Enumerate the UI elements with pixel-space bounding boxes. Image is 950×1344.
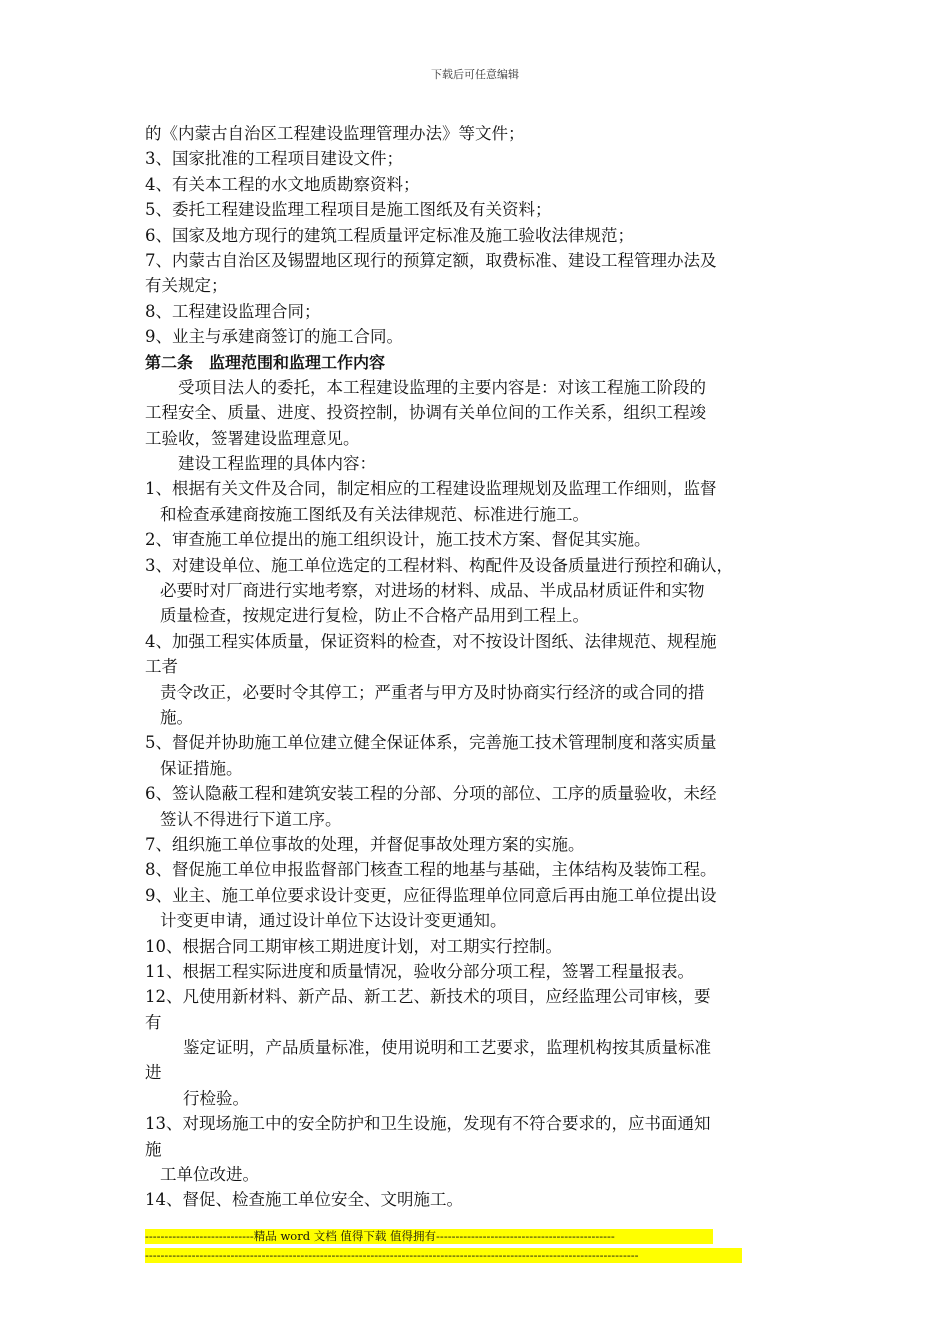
document-body — [145, 121, 825, 1213]
document-line: 保证措施。 — [160, 758, 243, 778]
document-line: 10、根据合同工期审核工期进度计划，对工期实行控制。 — [145, 936, 562, 956]
document-line: 签认不得进行下道工序。 — [160, 809, 342, 829]
document-line: 5、督促并协助施工单位建立健全保证体系，完善施工技术管理制度和落实质量 — [145, 733, 717, 753]
document-line: 9、业主、施工单位要求设计变更，应征得监理单位同意后再由施工单位提出设 — [145, 885, 717, 905]
document-line: 有关规定； — [145, 276, 228, 296]
document-line: 4、有关本工程的水文地质勘察资料； — [145, 174, 420, 194]
document-line: 责令改正，必要时令其停工；严重者与甲方及时协商实行经济的或合同的措 — [160, 682, 705, 702]
document-line: 工验收，签署建设监理意见。 — [145, 428, 360, 448]
document-line: 和检查承建商按施工图纸及有关法律规范、标准进行施工。 — [160, 504, 589, 524]
document-line: 有 — [145, 1012, 162, 1032]
document-line: 工者 — [145, 657, 178, 677]
document-line: 鉴定证明，产品质量标准，使用说明和工艺要求，监理机构按其质量标准 — [183, 1038, 711, 1058]
document-line: 7、内蒙古自治区及锡盟地区现行的预算定额，取费标准、建设工程管理办法及 — [145, 250, 717, 270]
document-line: 受项目法人的委托，本工程建设监理的主要内容是：对该工程施工阶段的 — [145, 377, 706, 397]
document-line: 13、对现场施工中的安全防护和卫生设施，发现有不符合要求的，应书面通知 — [145, 1114, 711, 1134]
document-line: 工程安全、质量、进度、投资控制，协调有关单位间的工作关系，组织工程竣 — [145, 403, 706, 423]
document-line: 进 — [145, 1063, 162, 1083]
document-line: 的《内蒙古自治区工程建设监理管理办法》等文件； — [145, 124, 525, 143]
document-line: 施。 — [160, 707, 193, 727]
document-line: 3、国家批准的工程项目建设文件； — [145, 149, 403, 169]
document-line: 必要时对厂商进行实地考察，对进场的材料、成品、半成品材质证件和实物 — [160, 581, 705, 601]
section-heading: 第二条 监理范围和监理工作内容 — [145, 352, 386, 372]
document-line: 行检验。 — [183, 1088, 249, 1108]
document-line: 工单位改进。 — [160, 1165, 259, 1185]
document-line: 计变更申请，通过设计单位下达设计变更通知。 — [160, 911, 507, 931]
footer-banner — [145, 1229, 742, 1267]
document-line: 3、对建设单位、施工单位选定的工程材料、构配件及设备质量进行预控和确认， — [145, 555, 733, 575]
document-line: 7、组织施工单位事故的处理，并督促事故处理方案的实施。 — [145, 834, 585, 854]
document-line: 6、签认隐蔽工程和建筑安装工程的分部、分项的部位、工序的质量验收，未经 — [145, 784, 717, 804]
document-line: 2、审查施工单位提出的施工组织设计，施工技术方案、督促其实施。 — [145, 530, 651, 550]
document-line: 14、督促、检查施工单位安全、文明施工。 — [145, 1190, 463, 1210]
document-line: 9、业主与承建商签订的施工合同。 — [145, 327, 403, 347]
footer-banner-line-2: ------------------------------------------------------------------------------------------------------------------------------- — [145, 1248, 742, 1263]
document-line: 施 — [145, 1139, 162, 1159]
document-line: 6、国家及地方现行的建筑工程质量评定标准及施工验收法律规范； — [145, 225, 634, 245]
document-line: 1、根据有关文件及合同，制定相应的工程建设监理规划及监理工作细则，监督 — [145, 479, 717, 499]
document-line: 8、工程建设监理合同； — [145, 301, 321, 321]
document-line: 8、督促施工单位申报监督部门核查工程的地基与基础，主体结构及装饰工程。 — [145, 860, 717, 880]
document-line: 11、根据工程实际进度和质量情况，验收分部分项工程，签署工程量报表。 — [145, 961, 694, 981]
document-line: 质量检查，按规定进行复检，防止不合格产品用到工程上。 — [160, 606, 589, 626]
page-header-note: 下载后可任意编辑 — [431, 68, 519, 81]
document-line: 12、凡使用新材料、新产品、新工艺、新技术的项目，应经监理公司审核，要 — [145, 987, 711, 1007]
document-line: 5、委托工程建设监理工程项目是施工图纸及有关资料； — [145, 200, 552, 220]
document-line: 4、加强工程实体质量，保证资料的检查，对不按设计图纸、法律规范、规程施 — [145, 631, 717, 651]
document-line: 建设工程监理的具体内容： — [145, 454, 376, 474]
footer-banner-line-1: ----------------------------精品 word 文档 值得下载 值得拥有---------------------------------------------- — [145, 1229, 713, 1244]
